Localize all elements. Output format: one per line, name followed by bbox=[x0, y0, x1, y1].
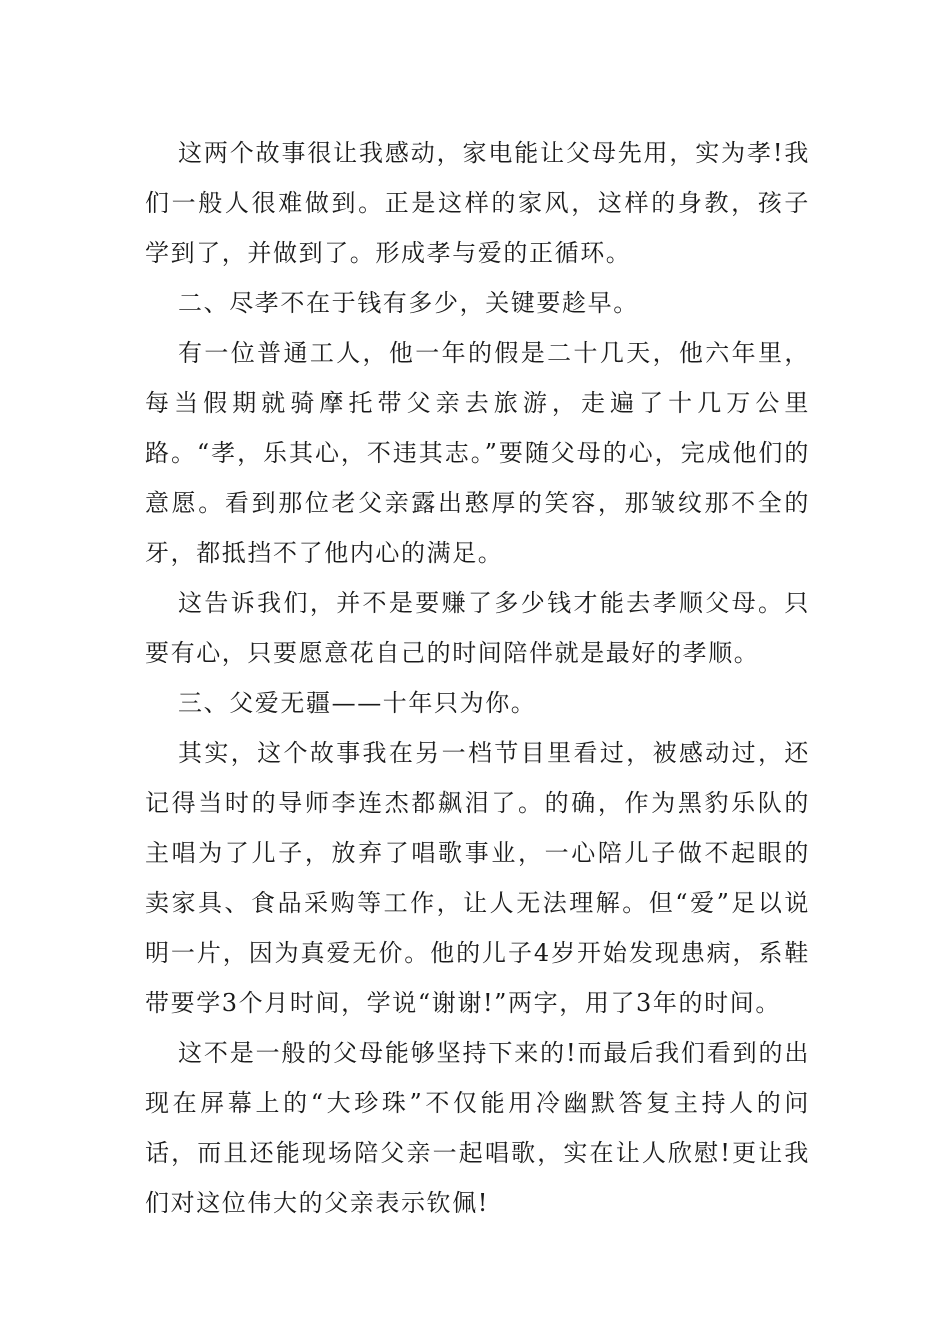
paragraph-father-story: 其实，这个故事我在另一档节目里看过，被感动过，还记得当时的导师李连杰都飙泪了。的确，作为黑豹乐队的主唱为了儿子，放弃了唱歌事业，一心陪儿子做不起眼的卖家具、食品采购等工作，让人无法理解。但“爱”足以说明一片，因为真爱无价。他的儿子4岁开始发现患病，系鞋带要学3个月时间，学说“谢谢!”两字，用了3年的时间。 bbox=[145, 739, 810, 1017]
paragraph-worker-story: 有一位普通工人，他一年的假是二十几天，他六年里，每当假期就骑摩托带父亲去旅游，走遍了十几万公里路。“孝，乐其心，不违其志。”要随父母的心，完成他们的意愿。看到那位老父亲露出憨厚的笑容，那皱纹那不全的牙，都抵挡不了他内心的满足。 bbox=[145, 339, 810, 567]
section-heading-three: 三、父爱无疆——十年只为你。 bbox=[178, 689, 537, 717]
section-heading-two: 二、尽孝不在于钱有多少，关键要趁早。 bbox=[178, 289, 639, 317]
paragraph-lesson: 这告诉我们，并不是要赚了多少钱才能去孝顺父母。只要有心，只要愿意花自己的时间陪伴就是最好的孝顺。 bbox=[145, 589, 810, 667]
paragraph-filial-story-reflection: 这两个故事很让我感动，家电能让父母先用，实为孝!我们一般人很难做到。正是这样的家风，这样的身教，孩子学到了，并做到了。形成孝与爱的正循环。 bbox=[145, 139, 810, 267]
document-body bbox=[145, 128, 810, 1228]
paragraph-conclusion: 这不是一般的父母能够坚持下来的!而最后我们看到的出现在屏幕上的“大珍珠”不仅能用冷幽默答复主持人的问话，而且还能现场陪父亲一起唱歌，实在让人欣慰!更让我们对这位伟大的父亲表示钦佩! bbox=[145, 1039, 810, 1217]
